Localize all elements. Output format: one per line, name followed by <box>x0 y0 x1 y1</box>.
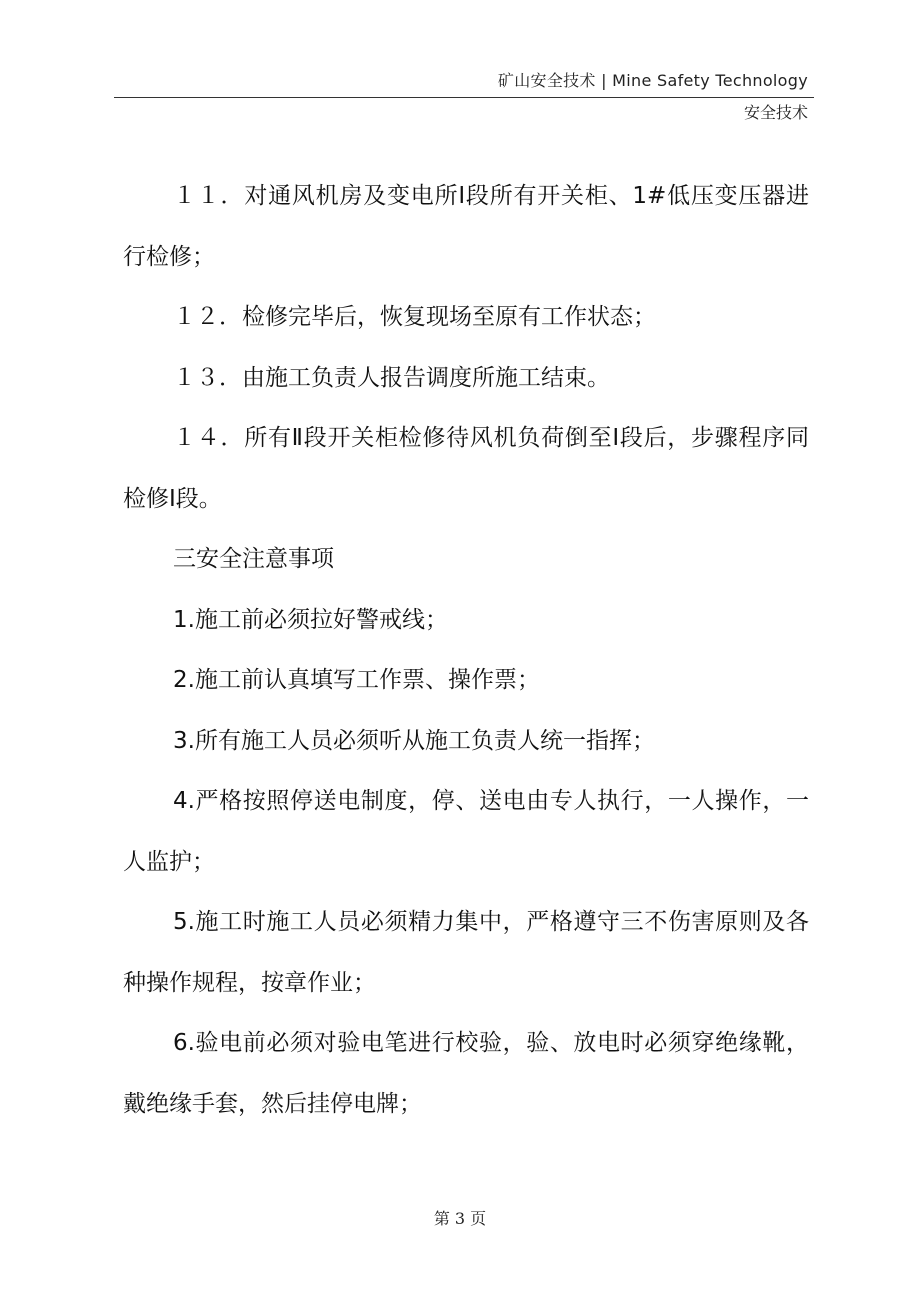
safety-item-3: 3.所有施工人员必须听从施工负责人统一指挥； <box>173 727 655 754</box>
header-divider <box>114 97 814 98</box>
paragraph-item-14: １４．所有Ⅱ段开关柜检修待风机负荷倒至Ⅰ段后，步骤程序同检修Ⅰ段。 <box>123 425 809 512</box>
safety-item-6: 6.验电前必须对验电笔进行校验，验、放电时必须穿绝缘靴，戴绝缘手套，然后挂停电牌； <box>123 1030 809 1117</box>
safety-item-1: 1.施工前必须拉好警戒线； <box>173 606 448 633</box>
section-heading-safety: 三安全注意事项 <box>173 546 334 572</box>
page-number: 第 3 页 <box>433 1209 487 1228</box>
paragraph-item-12: １２．检修完毕后，恢复现场至原有工作状态； <box>173 304 656 330</box>
paragraph-item-11: １１．对通风机房及变电所Ⅰ段所有开关柜、1#低压变压器进行检修； <box>123 183 809 270</box>
header-title: 矿山安全技术 | Mine Safety Technology <box>497 71 808 90</box>
safety-item-4: 4.严格按照停送电制度，停、送电由专人执行，一人操作，一人监护； <box>123 788 809 875</box>
safety-item-2: 2.施工前认真填写工作票、操作票； <box>173 667 540 693</box>
paragraph-item-13: １３．由施工负责人报告调度所施工结束。 <box>173 364 610 391</box>
safety-item-5: 5.施工时施工人员必须精力集中，严格遵守三不伤害原则及各种操作规程，按章作业； <box>123 909 809 996</box>
header-subtitle: 安全技术 <box>743 103 808 122</box>
document-body <box>123 166 809 1134</box>
